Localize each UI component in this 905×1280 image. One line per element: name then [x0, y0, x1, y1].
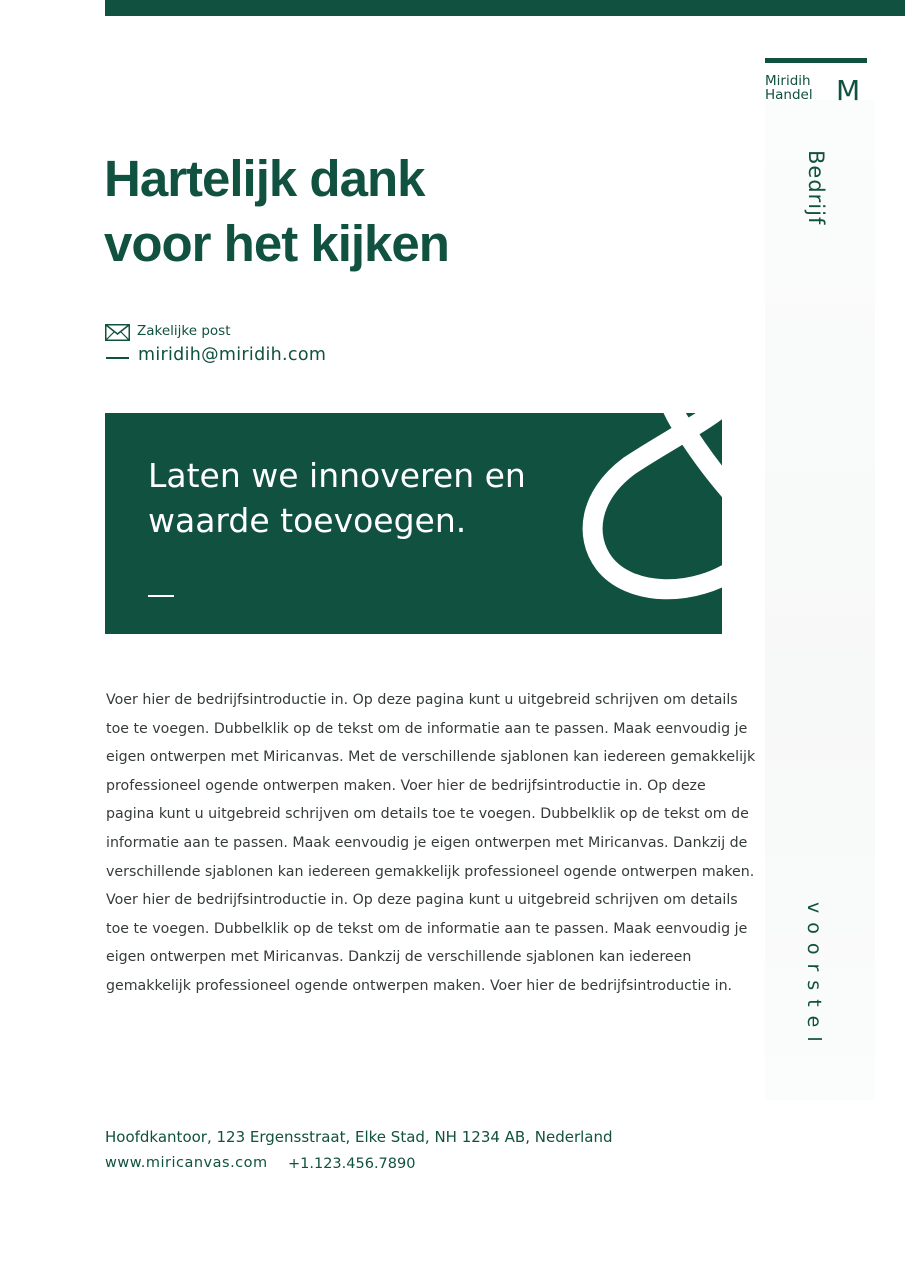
intro-line: eigen ontwerpen met Miricanvas. Met de verschillende sjablonen kan iedereen gemakkelijk	[106, 749, 756, 766]
page-title	[104, 146, 449, 276]
intro-line: verschillende sjablonen kan iedereen gemakkelijk professioneel ogende ontwerpen maken.	[106, 863, 755, 880]
intro-line: professioneel ogende ontwerpen maken. Voer hier de bedrijfsintroductie in. Op deze	[106, 777, 706, 794]
banner-slogan	[148, 453, 526, 543]
intro-line: informatie aan te passen. Maak eenvoudig je eigen ontwerpen met Miricanvas. Dankzij de	[106, 834, 748, 851]
contact-dash	[106, 357, 129, 359]
intro-line: toe te voegen. Dubbelklik op de tekst om de informatie aan te passen. Maak eenvoudig je	[106, 720, 748, 737]
brand-name-line1: Miridih	[765, 73, 811, 89]
intro-line: toe te voegen. Dubbelklik op de tekst om de informatie aan te passen. Maak eenvoudig je	[106, 920, 748, 937]
contact-email[interactable]: miridih@miridih.com	[138, 345, 327, 365]
brand-monogram: M	[836, 74, 861, 107]
banner-dash	[148, 595, 174, 597]
ampersand-decoration	[569, 413, 722, 601]
footer-website[interactable]: www.miricanvas.com	[105, 1155, 268, 1171]
footer-phone[interactable]: +1.123.456.7890	[288, 1156, 416, 1172]
intro-line: eigen ontwerpen met Miricanvas. Dankzij de verschillende sjablonen kan iedereen	[106, 949, 692, 966]
side-label-bedrijf: Bedrijf	[804, 150, 828, 226]
intro-line: Voer hier de bedrijfsintroductie in. Op deze pagina kunt u uitgebreid schrijven om details	[106, 892, 738, 909]
footer-address: Hoofdkantoor, 123 Ergensstraat, Elke Stad, NH 1234 AB, Nederland	[105, 1128, 613, 1146]
brand-name-line2: Handel	[765, 87, 813, 103]
brand-name	[765, 74, 813, 102]
intro-line: Voer hier de bedrijfsintroductie in. Op deze pagina kunt u uitgebreid schrijven om details	[106, 692, 738, 708]
intro-line: gemakkelijk professioneel ogende ontwerpen maken. Voer hier de bedrijfsintroductie in.	[106, 977, 733, 994]
side-label-voorstel: voorstel	[803, 902, 825, 1051]
title-line1: Hartelijk dank	[104, 150, 425, 207]
mail-icon	[105, 324, 130, 341]
top-accent-bar	[105, 0, 905, 16]
slogan-banner	[105, 413, 722, 634]
banner-line2: waarde toevoegen.	[148, 501, 467, 540]
contact-label: Zakelijke post	[137, 323, 231, 339]
intro-line: pagina kunt u uitgebreid schrijven om details toe te voegen. Dubbelklik op de tekst om de	[106, 806, 749, 823]
brand-rule	[765, 58, 867, 63]
title-line2: voor het kijken	[104, 215, 449, 272]
intro-text	[106, 686, 756, 1001]
banner-line1: Laten we innoveren en	[148, 456, 526, 495]
